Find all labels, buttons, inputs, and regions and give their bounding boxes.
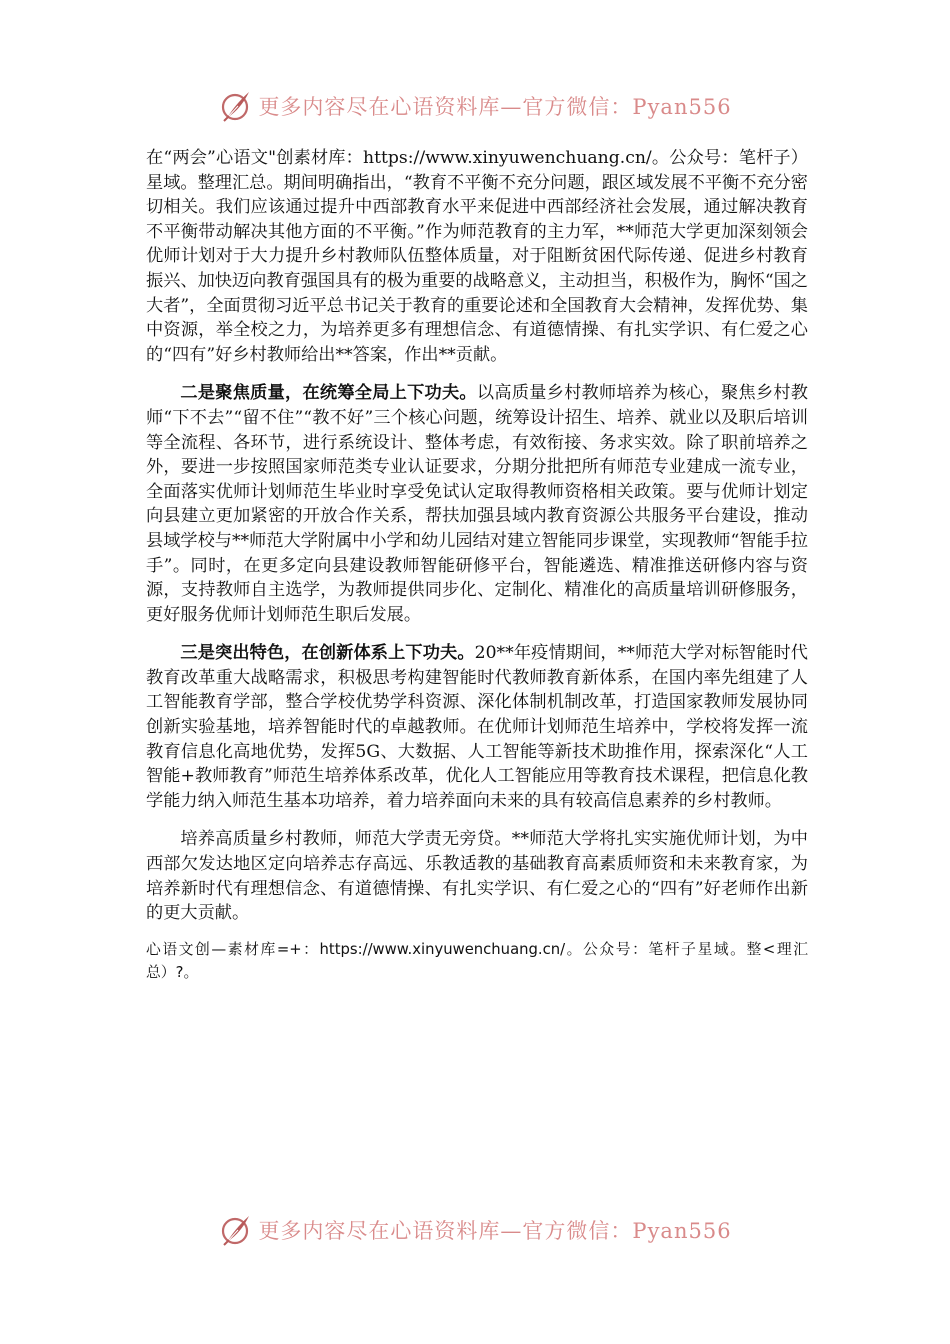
paragraph-1 [146, 146, 808, 367]
paragraph-2 [146, 381, 808, 627]
document-body [146, 146, 808, 984]
feather-pen-logo-icon [218, 1212, 254, 1248]
paragraph-4-text: 培养高质量乡村教师，师范大学责无旁贷。**师范大学将扎实实施优师计划，为中西部欠发达地区定向培养志存高远、乐教适教的基础教育高素质师资和未来教育家，为培养新时代有理想信念、有道德情操、有扎实学识、有仁爱之心的“四有”好老师作出新的更大贡献。 [146, 829, 808, 924]
header-banner [0, 86, 950, 126]
source-note: 心语文创—素材库=+：https://www.xinyuwenchuang.cn/。公众号：笔杆子星域。整<理汇总）?。 [146, 940, 808, 981]
paragraph-3-text: 20**年疫情期间，**师范大学对标智能时代教育改革重大战略需求，积极思考构建智能时代教师教育新体系，在国内率先组建了人工智能教育学部，整合学校优势学科资源、深化体制机制改革，打造国家教师发展协同创新实验基地，培养智能时代的卓越教师。在优师计划师范生培养中，学校将发挥一流教育信息化高地优势，发挥5G、大数据、人工智能等新技术助推作用，探索深化“人工智能+教师教育”师范生培养体系改革，优化人工智能应用等教育技术课程，把信息化教学能力纳入师范生基本功培养，着力培养面向未来的具有较高信息素养的乡村教师。 [146, 643, 808, 811]
paragraph-3-lead: 三是突出特色，在创新体系上下功夫。 [180, 643, 475, 664]
paragraph-4 [146, 827, 808, 925]
paragraph-2-text: 以高质量乡村教师培养为核心，聚焦乡村教师“下不去”“留不住”“教不好”三个核心问题，统筹设计招生、培养、就业以及职后培训等全流程、各环节，进行系统设计、整体考虑，有效衔接、务求实效。除了职前培养之外，要进一步按照国家师范类专业认证要求，分期分批把所有师范专业建成一流专业，全面落实优师计划师范生毕业时享受免试认定取得教师资格相关政策。要与优师计划定向县建立更加紧密的开放合作关系，帮扶加强县域内教育资源公共服务平台建设，推动县域学校与**师范大学附属中小学和幼儿园结对建立智能同步课堂，实现教师“智能手拉手”。同时，在更多定向县建设教师智能研修平台，智能遴选、精准推送研修内容与资源，支持教师自主选学，为教师提供同步化、定制化、精准化的高质量培训研修服务，更好服务优师计划师范生职后发展。 [146, 383, 808, 625]
feather-pen-logo-icon [218, 88, 254, 124]
header-banner-text: 更多内容尽在心语资料库—官方微信：Pyan556 [258, 95, 732, 119]
footer-banner-text: 更多内容尽在心语资料库—官方微信：Pyan556 [258, 1219, 732, 1243]
paragraph-3 [146, 641, 808, 813]
paragraph-1-text: 在“两会”心语文"创素材库：https://www.xinyuwenchuang.cn/。公众号：笔杆子）星域。整理汇总。期间明确指出，“教育不平衡不充分问题，跟区域发展不平衡不充分密切相关。我们应该通过提升中西部教育水平来促进中西部经济社会发展，通过解决教育不平衡带动解决其他方面的不平衡。”作为师范教育的主力军，**师范大学更加深刻领会优师计划对于大力提升乡村教师队伍整体质量，对于阻断贫困代际传递、促进乡村教育振兴、加快迈向教育强国具有的极为重要的战略意义，主动担当，积极作为，胸怀“国之大者”，全面贯彻习近平总书记关于教育的重要论述和全国教育大会精神，发挥优势、集中资源，举全校之力，为培养更多有理想信念、有道德情操、有扎实学识、有仁爱之心的“四有”好乡村教师给出**答案，作出**贡献。 [146, 148, 808, 365]
footer-banner [0, 1210, 950, 1250]
paragraph-2-lead: 二是聚焦质量，在统筹全局上下功夫。 [180, 383, 477, 404]
